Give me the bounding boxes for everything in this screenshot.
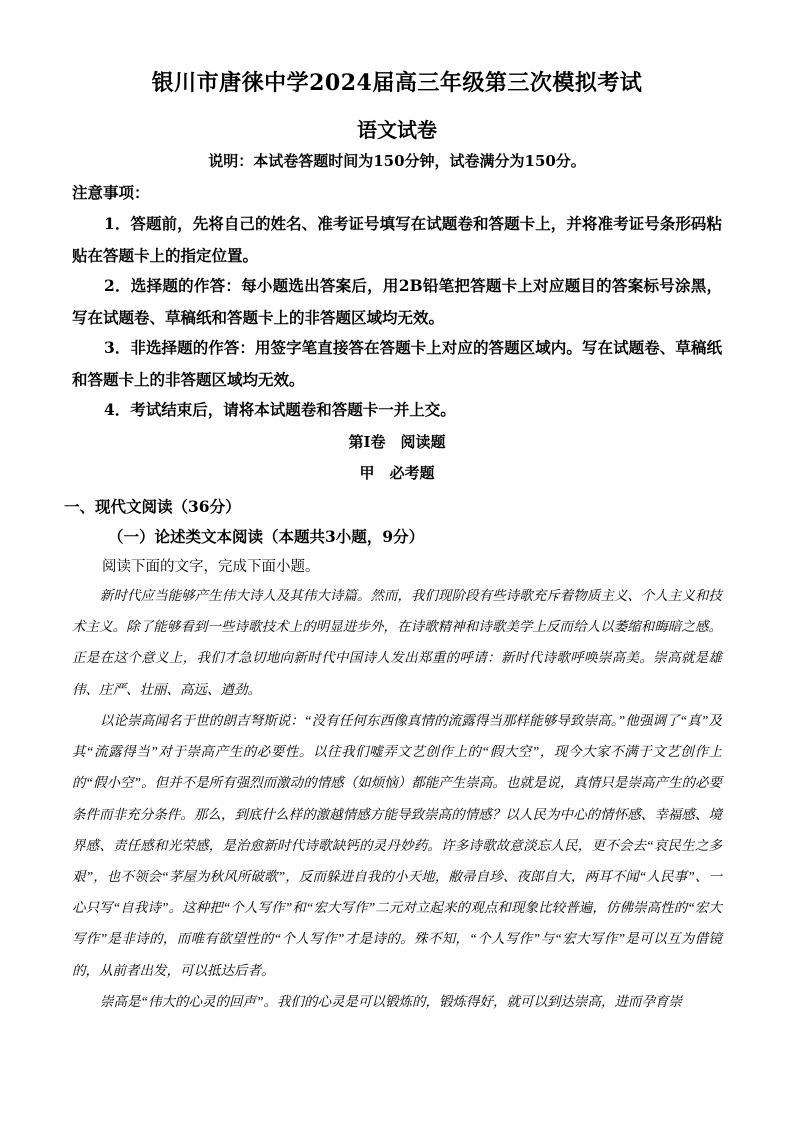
passage-paragraph-2: 以论崇高闻名于世的朗吉弩斯说：“没有任何东西像真情的流露得当那样能够导致崇高。”他强调了“真”及其“流露得当”对于崇高产生的必要性。以往我们嘘弄文艺创作上的“假大空”，现今大家不满于文艺创作上的“假小空”。但并不是所有强烈而激动的情感（如烦恼）都能产生崇高。也就是说，真情只是崇高产生的必要条件而非充分条件。那么，到底什么样的激越情感方能导致崇高的情感？以人民为中心的情怀感、幸福感、境界感、责任感和光荣感，是治愈新时代诗歌缺钙的灵丹妙药。许多诗歌故意淡忘人民，更不会去“哀民生之多艰”，也不领会“茅屋为秋风所破歌”，反而躲进自我的小天地，敝帚自珍、夜郎自大，两耳不闻“人民事”、一心只写“自我诗”。这种把“个人写作”和“宏大写作”二元对立起来的观点和现象比较普遍，仿佛崇高性的“宏大写作”是非诗的，而唯有欲望性的“个人写作”才是诗的。殊不知，“个人写作”与“宏大写作”是可以互为借镜的，从前者出发，可以抵达后者。 xyxy=(72,713,722,978)
notice-item-4: 4．考试结束后，请将本试题卷和答题卡一并上交。 xyxy=(104,400,456,419)
section-heading: 一、现代文阅读（36分） xyxy=(64,497,241,516)
exam-subtitle: 语文试卷 xyxy=(357,118,437,142)
notice-item-1: 1．答题前，先将自己的姓名、准考证号填写在试题卷和答题卡上，并将准考证号条形码粘贴在答题卡上的指定位置。 xyxy=(72,214,722,265)
exam-note: 说明：本试卷答题时间为150分钟，试卷满分为150分。 xyxy=(208,152,586,170)
volume-heading: 第Ⅰ卷 阅读题 xyxy=(348,433,446,451)
passage-paragraph-3: 崇高是“伟大的心灵的回声”。我们的心灵是可以锻炼的，锻炼得好，就可以到达崇高，进而孕育崇 xyxy=(100,994,683,1009)
subsection-heading: （一）论述类文本阅读（本题共3小题，9分） xyxy=(108,527,425,546)
reading-instruction: 阅读下面的文字，完成下面小题。 xyxy=(102,559,320,575)
part-heading: 甲 必考题 xyxy=(359,464,435,482)
notice-item-3: 3．非选择题的作答：用签字笔直接答在答题卡上对应的答题区域内。写在试题卷、草稿纸和答题卡上的非答题区域均无效。 xyxy=(72,338,722,389)
notice-item-2: 2．选择题的作答：每小题选出答案后，用2B铅笔把答题卡上对应题目的答案标号涂黑，写在试题卷、草稿纸和答题卡上的非答题区域均无效。 xyxy=(72,276,722,327)
passage-paragraph-1: 新时代应当能够产生伟大诗人及其伟大诗篇。然而，我们现阶段有些诗歌充斥着物质主义、个人主义和技术主义。除了能够看到一些诗歌技术上的明显进步外，在诗歌精神和诗歌美学上反而给人以萎缩和晦暗之感。正是在这个意义上，我们才急切地向新时代中国诗人发出郑重的呼请：新时代诗歌呼唤崇高美。崇高就是雄伟、庄严、壮丽、高远、遒劲。 xyxy=(72,588,722,697)
notice-heading: 注意事项： xyxy=(72,183,150,202)
exam-title: 银川市唐徕中学2024届高三年级第三次模拟考试 xyxy=(151,70,643,96)
